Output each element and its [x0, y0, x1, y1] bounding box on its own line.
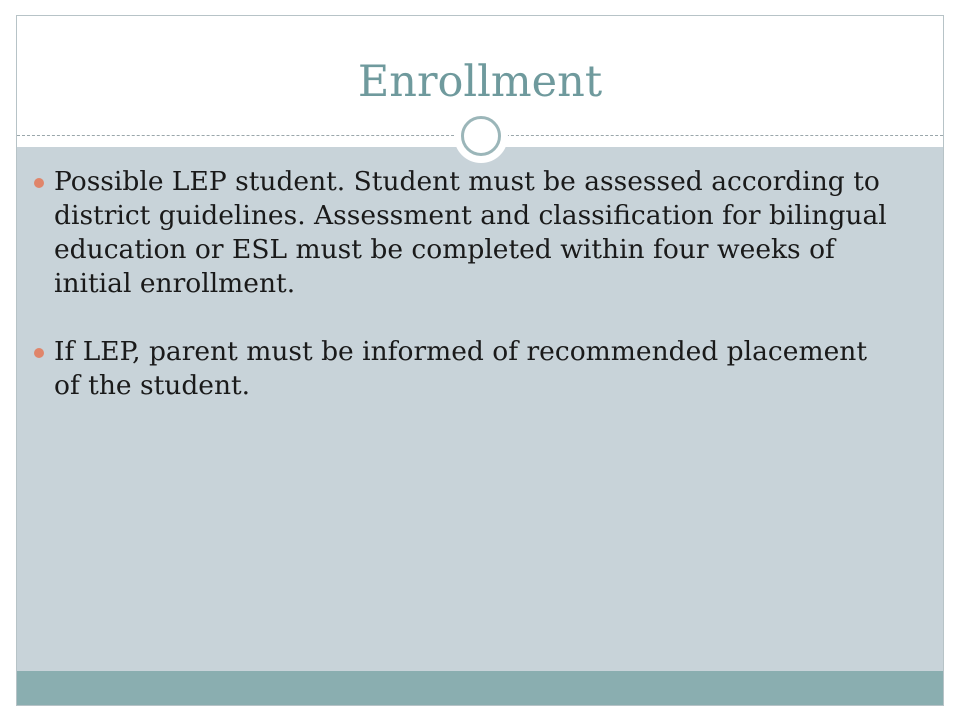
- bullet-text: Possible LEP student. Student must be assessed according to district guidelines. Assessment and classification for bilingual education or ESL must be completed within four weeks of initial enrollment.: [54, 166, 887, 299]
- bullet-dot-icon: [34, 348, 44, 358]
- bullet-dot-icon: [34, 178, 44, 188]
- slide-title: Enrollment: [357, 57, 603, 107]
- footer-band: [17, 671, 943, 705]
- circle-ornament-icon: [454, 109, 508, 163]
- bullet-item-parent: [34, 335, 894, 403]
- circle-ring: [461, 116, 501, 156]
- bullet-item-assessment: [34, 165, 894, 301]
- bullet-text: If LEP, parent must be informed of recommended placement of the student.: [54, 336, 867, 401]
- bullet-list: [34, 165, 894, 437]
